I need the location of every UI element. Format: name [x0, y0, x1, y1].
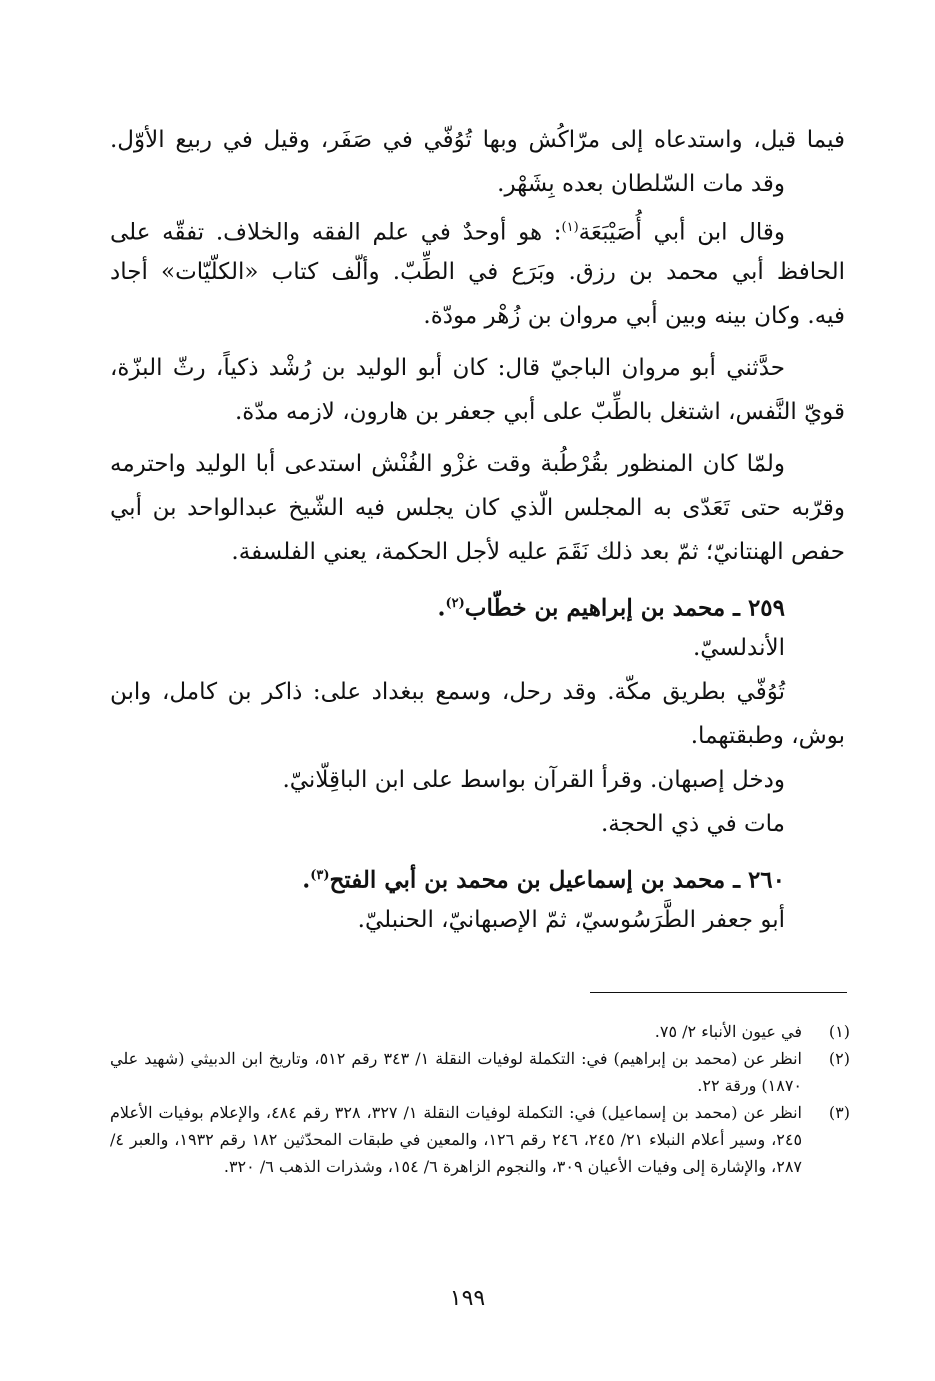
text-line: ودخل إصبهان. وقرأ القرآن بواسط على ابن الباقِلّانيّ. — [282, 767, 785, 793]
text-line: فيما قيل، واستدعاه إلى مرّاكُش وبها تُوُفّي في صَفَر، وقيل في ربيع الأوّل. — [110, 127, 845, 153]
paragraph-gap — [110, 574, 845, 582]
footnote-item — [110, 1099, 850, 1180]
entry-heading-260 — [110, 854, 845, 898]
paragraph-gap — [110, 846, 845, 854]
text-line: مات في ذي الحجة. — [600, 811, 785, 837]
heading-text: ٢٥٩ ـ محمد بن إبراهيم بن خطّاب — [464, 594, 785, 622]
text-line: وقد مات السّلطان بعده بِشَهْر. — [497, 171, 785, 197]
text-line: حفص الهنتانيّ؛ ثمّ بعد ذلك نَقَمَ عليه لأجل الحكمة، يعني الفلسفة. — [231, 539, 845, 565]
footnote-separator — [590, 992, 847, 993]
paragraph-gap — [110, 338, 845, 346]
text-line: وقرّبه حتى تَعَدّى به المجلس الّذي كان يجلس فيه الشّيخ عبدالواحد بن أبي — [110, 495, 845, 521]
footnote-ref[interactable]: (٣) — [310, 868, 330, 883]
footnote-item — [110, 1045, 850, 1099]
paragraph-gap — [110, 434, 845, 442]
heading-period: . — [437, 594, 446, 622]
text-line: الحافظ أبي محمد بن رزق. وبَرَع في الطِّبّ. وألّف كتاب «الكلّيّات» أجاد — [110, 259, 845, 285]
footnote-text: انظر عن (محمد بن إبراهيم) في: التكملة لوفيات النقلة ١/ ٣٤٣ رقم ٥١٢، وتاريخ ابن الدبيثي (شهيد علي ١٨٧٠) ورقة ٢٢. — [110, 1049, 802, 1095]
text-line: أبو جعفر الطَّرَسُوسيّ، ثمّ الإصبهانيّ، الحنبليّ. — [357, 907, 785, 933]
footnote-text: في عيون الأنباء ٢/ ٧٥. — [654, 1022, 802, 1041]
footnote-ref[interactable]: (١) — [561, 220, 579, 235]
text-line: تُوُفّي بطريق مكّة. وقد رحل، وسمع ببغداد على: ذاكر بن كامل، وابن — [110, 679, 785, 705]
text-line: حدَّثني أبو مروان الباجيّ قال: كان أبو الوليد بن رُشْد ذكياً، رثّ البزّة، — [110, 355, 785, 381]
entry-heading-259 — [110, 582, 845, 626]
footnotes — [110, 1018, 850, 1180]
footnote-item — [110, 1018, 850, 1045]
heading-period: . — [302, 866, 311, 894]
text-span: : هو أوحدٌ في علم الفقه والخلاف. تفقّه على — [110, 219, 562, 246]
text-line: فيه. وكان بينه وبين أبي مروان بن زُهْر مودّة. — [423, 303, 845, 329]
page-number: ١٩٩ — [449, 1286, 486, 1311]
text-line — [110, 206, 845, 250]
text-span: وقال ابن أبي أُصَيْبَعَة — [578, 219, 785, 246]
text-line: بوش، وطبقتهما. — [690, 723, 845, 749]
text-line: قويّ النَّفس، اشتغل بالطِّبّ على أبي جعفر بن هارون، لازمه مدّة. — [234, 399, 845, 425]
text-line: ولمّا كان المنظور بقُرْطُبة وقت غزْو الفُنْش استدعى أبا الوليد واحترمه — [110, 451, 785, 477]
footnote-text: انظر عن (محمد بن إسماعيل) في: التكملة لوفيات النقلة ١/ ٣٢٧، ٣٢٨ رقم ٤٨٤، والإعلام بوفيات الأعلام ٢٤٥، وسير أعلام النبلاء ٢١/ ٢٤٥، ٢٤٦ رقم ١٢٦، والمعين في طبقات المحدّثين ١٨٢ رقم ١٩٣٢، والعبر ٤/ ٢٨٧، والإشارة إلى وفيات الأعيان ٣٠٩، والنجوم الزاهرة ٦/ ١٥٤، وشذرات الذهب ٦/ ٣٢٠. — [110, 1103, 803, 1176]
footnote-number: (٢) — [828, 1049, 850, 1068]
footnote-number: (١) — [828, 1022, 850, 1041]
heading-text: ٢٦٠ ـ محمد بن إسماعيل بن محمد بن أبي الفتح — [329, 866, 785, 894]
footnote-number: (٣) — [828, 1103, 850, 1122]
main-text — [110, 118, 845, 942]
footnote-ref[interactable]: (٢) — [445, 596, 465, 611]
text-line: الأندلسيّ. — [693, 635, 785, 661]
